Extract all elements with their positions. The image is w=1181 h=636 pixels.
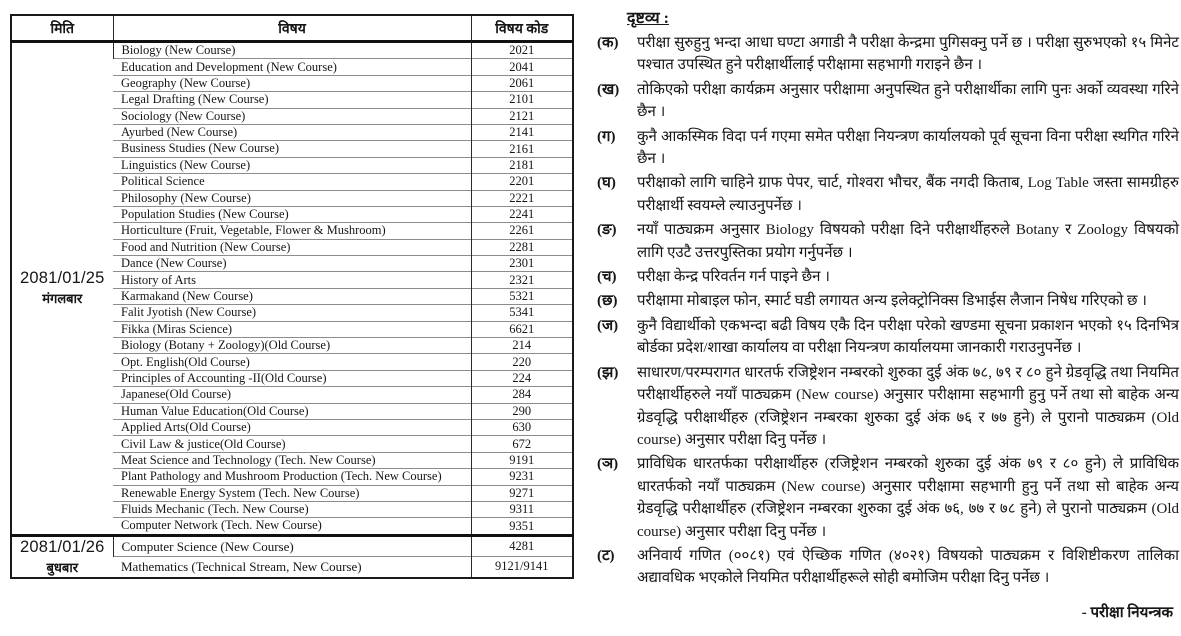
code-cell: 2121: [471, 108, 573, 124]
subject-cell: History of Arts: [113, 272, 471, 288]
subject-cell: Geography (New Course): [113, 75, 471, 91]
exam-schedule-table: [10, 14, 574, 579]
subject-cell: Fluids Mechanic (Tech. New Course): [113, 501, 471, 517]
code-cell: 9231: [471, 469, 573, 485]
note-text: कुनै विद्यार्थीको एकभन्दा बढी विषय एकै दिन परीक्षा परेको खण्डमा सूचना प्रकाशन भएको १५ दिनभित्र बोर्डका प्रदेश/शाखा कार्यालय वा परीक्षा नियन्त्रण कार्यालयमा जानकारी गराउनुपर्नेछ ।: [637, 317, 1179, 357]
note-label: (ख): [597, 81, 620, 98]
note-label: (घ): [597, 175, 616, 192]
subject-cell: Ayurbed (New Course): [113, 124, 471, 140]
note-label: (छ): [597, 293, 618, 310]
note-item: [597, 172, 1179, 217]
subject-cell: Civil Law & justice(Old Course): [113, 436, 471, 452]
note-text: तोकिएको परीक्षा कार्यक्रम अनुसार परीक्षामा अनुपस्थित हुने परीक्षार्थीका लागि पुनः अर्को व्यवस्था गरिने छैन ।: [637, 81, 1179, 121]
table-header-row: [11, 15, 573, 42]
exam-day: बुधबार: [46, 559, 79, 575]
subject-cell: Plant Pathology and Mushroom Production (Tech. New Course): [113, 469, 471, 485]
subject-cell: Sociology (New Course): [113, 108, 471, 124]
code-cell: 2021: [471, 42, 573, 59]
note-text: परीक्षा केन्द्र परिवर्तन गर्न पाइने छैन ।: [637, 269, 830, 286]
subject-cell: Computer Science (New Course): [113, 535, 471, 557]
subject-cell: Food and Nutrition (New Course): [113, 239, 471, 255]
code-cell: 2281: [471, 239, 573, 255]
subject-cell: Education and Development (New Course): [113, 59, 471, 75]
exam-date: 2081/01/25: [19, 269, 105, 288]
note-item: [597, 453, 1179, 543]
note-item: [597, 219, 1179, 264]
code-cell: 284: [471, 387, 573, 403]
code-cell: 672: [471, 436, 573, 452]
subject-cell: Applied Arts(Old Course): [113, 419, 471, 435]
notes-section: [597, 6, 1179, 622]
note-label: (ग): [597, 128, 616, 145]
note-text: परीक्षाको लागि चाहिने ग्राफ पेपर, चार्ट, गोश्वरा भौचर, बैंक नगदी किताब, Log Table जस्ता सामग्रीहरु परीक्षार्थी स्वयम्ले ल्याउनुपर्नेछ ।: [637, 175, 1179, 214]
subject-cell: Mathematics (Technical Stream, New Course): [113, 557, 471, 578]
code-cell: 2301: [471, 256, 573, 272]
note-item: [597, 126, 1179, 171]
note-label: (ङ): [597, 222, 617, 239]
note-text: साधारण/परम्परागत धारतर्फ रजिष्ट्रेशन नम्बरको शुरुका दुई अंक ७८, ७९ र ८० हुने ग्रेडवृद्धि तथा नियमित परीक्षार्थीहरुले नयाँ पाठ्यक्रम (New course) अनुसार परीक्षामा सहभागी हुनु पर्ने तथा सो बाहेक अन्य ग्रेडवृद्धि परीक्षार्थीहरु (रजिष्ट्रेशन नम्बरका शुरुका दुई अंक ७६ र ७७ हुने) ले पुरानो पाठ्यक्रम (Old course) अनुसार परीक्षा दिनु पर्नेछ ।: [637, 364, 1179, 448]
table-row: [11, 42, 573, 59]
note-item: [597, 315, 1179, 360]
note-label: (ज): [597, 317, 619, 334]
note-item: [597, 32, 1179, 77]
code-cell: 220: [471, 354, 573, 370]
notes-heading: दृष्टव्य :: [627, 10, 669, 27]
code-cell: 5341: [471, 305, 573, 321]
subject-cell: Karmakand (New Course): [113, 288, 471, 304]
code-cell: 2041: [471, 59, 573, 75]
code-cell: 2141: [471, 124, 573, 140]
table-row: [11, 535, 573, 557]
header-code: विषय कोड: [471, 15, 573, 42]
code-cell: 2321: [471, 272, 573, 288]
subject-cell: Legal Drafting (New Course): [113, 92, 471, 108]
note-text: कुनै आकस्मिक विदा पर्न गएमा समेत परीक्षा नियन्त्रण कार्यालयको पूर्व सूचना विना परीक्षा स्थगित गरिने छैन ।: [637, 128, 1179, 168]
subject-cell: Japanese(Old Course): [113, 387, 471, 403]
code-cell: 2261: [471, 223, 573, 239]
code-cell: 4281: [471, 535, 573, 557]
code-cell: 2061: [471, 75, 573, 91]
note-text: अनिवार्य गणित (००८१) एवं ऐच्छिक गणित (४०२१) विषयको पाठ्यक्रम र विशिष्टीकरण तालिका अद्यावधिक भएकोले नियमित परीक्षार्थीहरूले सोही बमोजिम परीक्षा दिनु पर्नेछ ।: [637, 547, 1179, 587]
note-item: [597, 290, 1179, 312]
code-cell: 2201: [471, 174, 573, 190]
code-cell: 224: [471, 370, 573, 386]
subject-cell: Opt. English(Old Course): [113, 354, 471, 370]
date-cell: [11, 535, 113, 578]
note-item: [597, 79, 1179, 124]
subject-cell: Political Science: [113, 174, 471, 190]
subject-cell: Computer Network (Tech. New Course): [113, 518, 471, 535]
code-cell: 9191: [471, 452, 573, 468]
header-subject: विषय: [113, 15, 471, 42]
note-text: नयाँ पाठ्यक्रम अनुसार Biology विषयको परीक्षा दिने परीक्षार्थीहरुले Botany र Zoology विषयको लागि एउटै उत्तरपुस्तिका प्रयोग गर्नुपर्नेछ ।: [637, 222, 1179, 261]
code-cell: 9351: [471, 518, 573, 535]
subject-cell: Meat Science and Technology (Tech. New Course): [113, 452, 471, 468]
date-cell: [11, 42, 113, 536]
note-item: [597, 545, 1179, 590]
code-cell: 9271: [471, 485, 573, 501]
note-item: [597, 266, 1179, 288]
note-label: (ञ): [597, 456, 619, 473]
subject-cell: Dance (New Course): [113, 256, 471, 272]
subject-cell: Biology (Botany + Zoology)(Old Course): [113, 338, 471, 354]
notes-list: [597, 32, 1179, 590]
subject-cell: Human Value Education(Old Course): [113, 403, 471, 419]
note-label: (ट): [597, 547, 615, 564]
code-cell: 2161: [471, 141, 573, 157]
code-cell: 290: [471, 403, 573, 419]
exam-date: 2081/01/26: [19, 537, 105, 556]
note-label: (झ): [597, 364, 619, 381]
subject-cell: Philosophy (New Course): [113, 190, 471, 206]
subject-cell: Horticulture (Fruit, Vegetable, Flower & Mushroom): [113, 223, 471, 239]
code-cell: 9121/9141: [471, 557, 573, 578]
subject-cell: Business Studies (New Course): [113, 141, 471, 157]
note-item: [597, 362, 1179, 452]
note-text: प्राविधिक धारतर्फका परीक्षार्थीहरु (रजिष्ट्रेशन नम्बरको शुरुका दुई अंक ७९ र ८० हुने) ले प्राविधिक धारतर्फको नयाँ पाठ्यक्रम (New course) अनुसार परीक्षामा सहभागी हुनु पर्ने तथा सो बाहेक अन्य ग्रेडवृद्धि परीक्षार्थीहरु (रजिष्ट्रेशन नम्बरका शुरुका दुई अंक ७६, ७७ र ७८ हुने) ले पुरानो पाठ्यक्रम (Old course) अनुसार परीक्षा दिनु पर्नेछ ।: [637, 456, 1179, 540]
note-label: (क): [597, 35, 619, 51]
subject-cell: Biology (New Course): [113, 42, 471, 59]
code-cell: 2221: [471, 190, 573, 206]
code-cell: 630: [471, 419, 573, 435]
code-cell: 5321: [471, 288, 573, 304]
subject-cell: Linguistics (New Course): [113, 157, 471, 173]
subject-cell: Principles of Accounting -II(Old Course): [113, 370, 471, 386]
code-cell: 2101: [471, 92, 573, 108]
exam-day: मंगलबार: [42, 291, 83, 307]
subject-cell: Renewable Energy System (Tech. New Course): [113, 485, 471, 501]
subject-cell: Fikka (Miras Science): [113, 321, 471, 337]
code-cell: 214: [471, 338, 573, 354]
note-label: (च): [597, 269, 617, 286]
note-text: परीक्षामा मोबाइल फोन, स्मार्ट घडी लगायत अन्य इलेक्ट्रोनिक्स डिभाईस लैजान निषेध गरिएको छ ।: [637, 293, 1147, 310]
code-cell: 2241: [471, 206, 573, 222]
subject-cell: Population Studies (New Course): [113, 206, 471, 222]
code-cell: 9311: [471, 501, 573, 517]
subject-cell: Falit Jyotish (New Course): [113, 305, 471, 321]
signature-exam-controller: - परीक्षा नियन्त्रक: [1081, 604, 1173, 621]
code-cell: 2181: [471, 157, 573, 173]
header-date: मिति: [11, 15, 113, 42]
code-cell: 6621: [471, 321, 573, 337]
note-text: परीक्षा सुरुहुनु भन्दा आधा घण्टा अगाडी नै परीक्षा केन्द्रमा पुगिसक्नु पर्ने छ । परीक्षा सुरुभएको १५ मिनेट पश्चात उपस्थित हुने परीक्षार्थीलाई परीक्षामा सहभागी गराइने छैन ।: [637, 35, 1179, 74]
